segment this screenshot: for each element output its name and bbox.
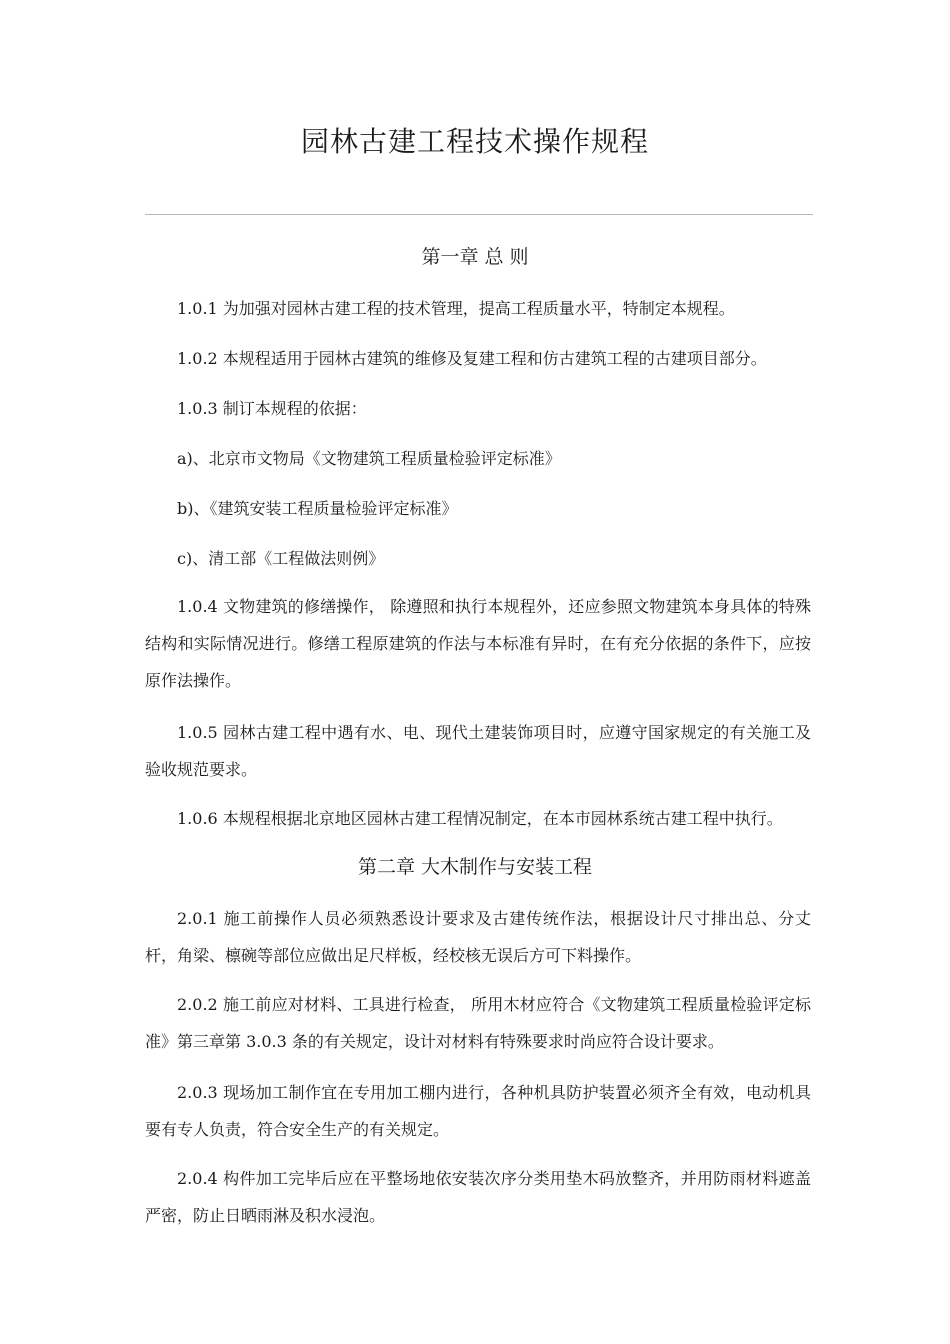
paragraph: 1.0.4 文物建筑的修缮操作， 除遵照和执行本规程外，还应参照文物建筑本身具体的特殊结构和实际情况进行。修缮工程原建筑的作法与本标准有异时，在有充分依据的条件下，应按原作法操作。 <box>145 597 811 690</box>
chapter-heading: 第二章 大木制作与安装工程 <box>357 856 593 878</box>
chapter-heading: 第一章 总 则 <box>421 246 529 268</box>
paragraph: 2.0.3 现场加工制作宜在专用加工棚内进行，各种机具防护装置必须齐全有效，电动机具要有专人负责，符合安全生产的有关规定。 <box>145 1083 811 1139</box>
paragraph: 1.0.3 制订本规程的依据： <box>177 399 367 418</box>
paragraph: 1.0.5 园林古建工程中遇有水、电、现代土建装饰项目时，应遵守国家规定的有关施工及验收规范要求。 <box>145 723 811 779</box>
paragraph: 1.0.1 为加强对园林古建工程的技术管理，提高工程质量水平，特制定本规程。 <box>177 299 735 318</box>
document-title: 园林古建工程技术操作规程 <box>300 125 649 158</box>
paragraph: a)、北京市文物局《文物建筑工程质量检验评定标准》 <box>177 449 561 468</box>
paragraph: 1.0.6 本规程根据北京地区园林古建工程情况制定，在本市园林系统古建工程中执行。 <box>177 809 783 828</box>
paragraph: b)、《建筑安装工程质量检验评定标准》 <box>177 499 458 518</box>
paragraph: c)、清工部《工程做法则例》 <box>177 549 385 568</box>
paragraph: 2.0.4 构件加工完毕后应在平整场地依安装次序分类用垫木码放整齐，并用防雨材料遮盖严密，防止日晒雨淋及积水浸泡。 <box>145 1169 811 1225</box>
paragraph: 2.0.1 施工前操作人员必须熟悉设计要求及古建传统作法，根据设计尺寸排出总、分丈杆，角梁、檩碗等部位应做出足尺样板，经校核无误后方可下料操作。 <box>145 909 811 965</box>
title-divider <box>145 214 813 215</box>
paragraph: 2.0.2 施工前应对材料、工具进行检查， 所用木材应符合《文物建筑工程质量检验评定标准》第三章第 3.0.3 条的有关规定，设计对材料有特殊要求时尚应符合设计要求。 <box>145 995 811 1051</box>
paragraph: 1.0.2 本规程适用于园林古建筑的维修及复建工程和仿古建筑工程的古建项目部分。 <box>177 349 767 368</box>
